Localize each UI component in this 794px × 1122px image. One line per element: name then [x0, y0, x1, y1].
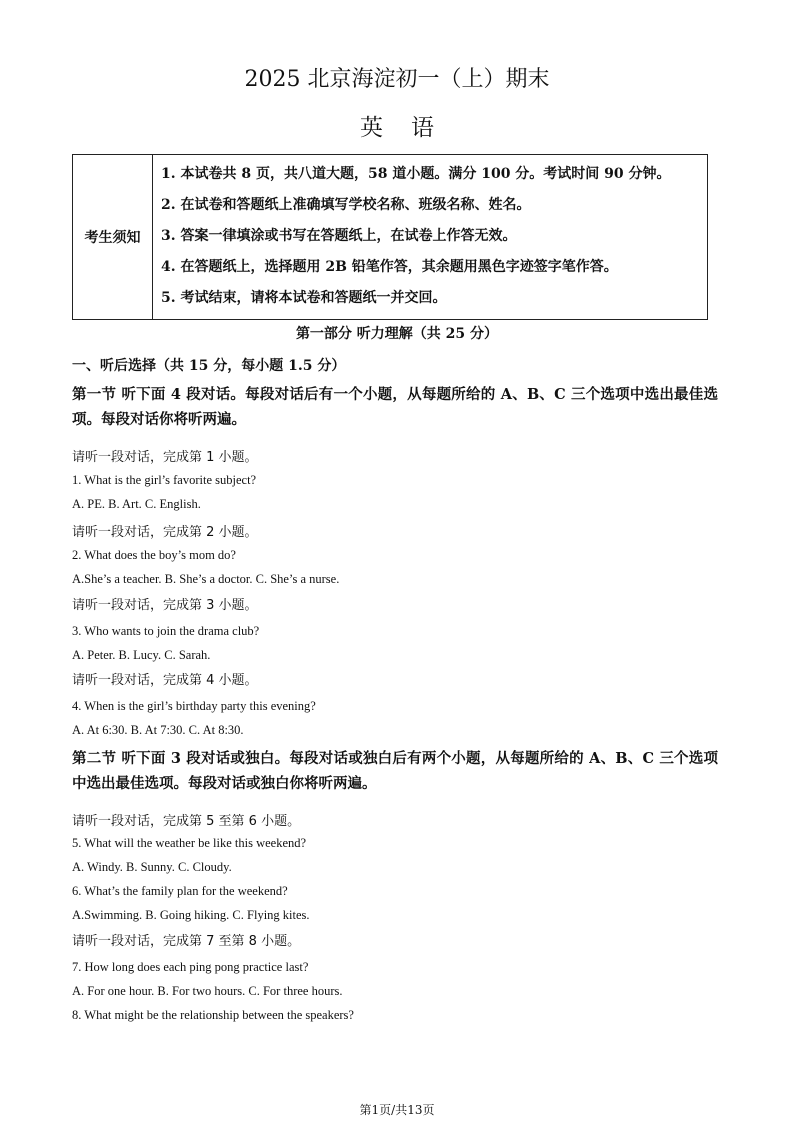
question-5-options: A. Windy. B. Sunny. C. Cloudy. — [72, 860, 232, 874]
question-6-options: A.Swimming. B. Going hiking. C. Flying kites. — [72, 908, 310, 922]
notice-label: 考生须知 — [73, 155, 153, 319]
listening-instruction: 请听一段对话，完成第 3 小题。 — [72, 598, 258, 613]
question-1: 1. What is the girl’s favorite subject? — [72, 473, 257, 487]
question-4-options: A. At 6:30. B. At 7:30. C. At 8:30. — [72, 723, 244, 737]
question-8: 8. What might be the relationship between the speakers? — [72, 1008, 354, 1022]
question-1-options: A. PE. B. Art. C. English. — [72, 497, 201, 511]
question-7-options: A. For one hour. B. For two hours. C. For three hours. — [72, 984, 343, 998]
listening-instruction: 请听一段对话，完成第 1 小题。 — [72, 450, 258, 465]
jie1-instructions: 第一节 听下面 4 段对话。每段对话后有一个小题，从每题所给的 A、B、C 三个选项中选出最佳选项。每段对话你将听两遍。 — [72, 386, 718, 428]
page-number: 第1页/共13页 — [359, 1103, 435, 1117]
notice-item: 2. 在试卷和答题纸上准确填写学校名称、班级名称、姓名。 — [161, 197, 531, 213]
listening-instruction: 请听一段对话，完成第 7 至第 8 小题。 — [72, 934, 301, 949]
notice-item: 1. 本试卷共 8 页，共八道大题，58 道小题。满分 100 分。考试时间 90 分钟。 — [161, 166, 671, 182]
notice-item: 5. 考试结束，请将本试卷和答题纸一并交回。 — [161, 290, 447, 306]
listening-instruction: 请听一段对话，完成第 2 小题。 — [72, 525, 258, 540]
notice-item: 3. 答案一律填涂或书写在答题纸上，在试卷上作答无效。 — [161, 228, 517, 244]
question-3: 3. Who wants to join the drama club? — [72, 624, 260, 638]
notice-list — [161, 159, 703, 314]
question-2-options: A.She’s a teacher. B. She’s a doctor. C. She’s a nurse. — [72, 572, 340, 586]
section-heading: 一、听后选择（共 15 分，每小题 1.5 分） — [72, 358, 346, 374]
notice-box — [72, 154, 708, 320]
listening-instruction: 请听一段对话，完成第 5 至第 6 小题。 — [72, 814, 301, 829]
listening-instruction: 请听一段对话，完成第 4 小题。 — [72, 673, 258, 688]
jie2-instructions: 第二节 听下面 3 段对话或独白。每段对话或独白后有两个小题，从每题所给的 A、B、C 三个选项中选出最佳选项。每段对话或独白你将听两遍。 — [72, 750, 718, 792]
question-3-options: A. Peter. B. Lucy. C. Sarah. — [72, 648, 211, 662]
question-2: 2. What does the boy’s mom do? — [72, 548, 236, 562]
exam-title: 2025 北京海淀初一（上）期末 — [244, 67, 550, 92]
question-6: 6. What’s the family plan for the weekend? — [72, 884, 288, 898]
subject-title: 英语 — [360, 115, 462, 141]
notice-item: 4. 在答题纸上，选择题用 2B 铅笔作答，其余题用黑色字迹签字笔作答。 — [161, 259, 618, 275]
question-5: 5. What will the weather be like this weekend? — [72, 836, 307, 850]
question-7: 7. How long does each ping pong practice last? — [72, 960, 309, 974]
question-4: 4. When is the girl’s birthday party this evening? — [72, 699, 316, 713]
part-title: 第一部分 听力理解（共 25 分） — [295, 326, 499, 342]
